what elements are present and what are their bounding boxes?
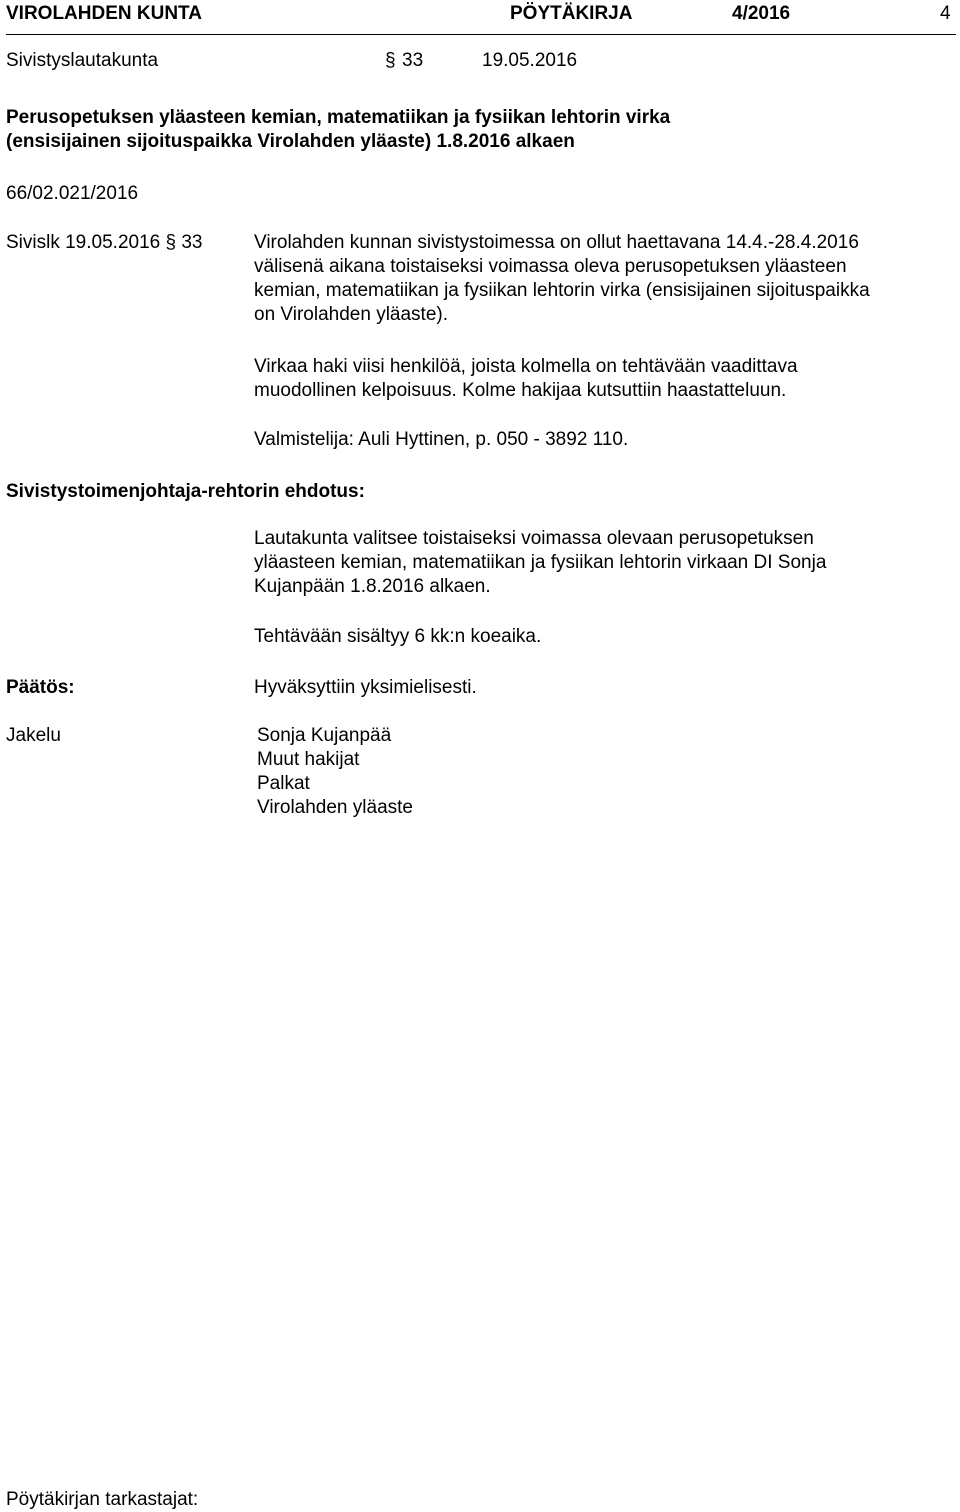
municipality-name: VIROLAHDEN KUNTA (6, 3, 202, 24)
meeting-date: 19.05.2016 (482, 50, 578, 71)
distribution-recipient: Palkat (257, 773, 310, 794)
intro-line: on Virolahden yläaste). (254, 304, 448, 325)
applicants-line: muodollinen kelpoisuus. Kolme hakijaa kutsuttiin haastatteluun. (254, 380, 787, 401)
distribution-recipient: Sonja Kujanpää (257, 725, 392, 746)
intro-line: välisenä aikana toistaiseksi voimassa oleva perusopetuksen yläasteen (254, 256, 847, 277)
meeting-body: Sivistyslautakunta (6, 50, 159, 71)
page-title (6, 106, 670, 154)
intro-paragraph (254, 231, 944, 327)
proposal-line: yläasteen kemian, matematiikan ja fysiikan lehtorin virkaan DI Sonja (254, 552, 827, 573)
reference-section-symbol: § (165, 232, 177, 253)
applicants-paragraph (254, 355, 944, 403)
section-number: 33 (402, 50, 424, 71)
intro-line: kemian, matematiikan ja fysiikan lehtorin virka (ensisijainen sijoituspaikka (254, 280, 870, 301)
distribution-recipient: Muut hakijat (257, 749, 360, 770)
proposal-label: Sivistystoimenjohtaja-rehtorin ehdotus: (6, 481, 365, 502)
applicants-line: Virkaa haki viisi henkilöä, joista kolmella on tehtävään vaadittava (254, 356, 798, 377)
proposal-paragraph (254, 527, 944, 599)
reference-section-number: 33 (181, 232, 203, 253)
proposal-line: Lautakunta valitsee toistaiseksi voimassa olevaan perusopetuksen (254, 528, 814, 549)
decision-label: Päätös: (6, 677, 75, 698)
intro-line: Virolahden kunnan sivistystoimessa on ollut haettavana 14.4.-28.4.2016 (254, 232, 859, 253)
decision-text: Hyväksyttiin yksimielisesti. (254, 677, 477, 698)
title-line-1: Perusopetuksen yläasteen kemian, matematiikan ja fysiikan lehtorin virka (6, 107, 671, 128)
reference (6, 231, 203, 255)
distribution-label: Jakelu (6, 725, 61, 746)
proposal-line: Kujanpään 1.8.2016 alkaen. (254, 576, 491, 597)
document-type: PÖYTÄKIRJA (510, 3, 633, 24)
probation-line: Tehtävään sisältyy 6 kk:n koeaika. (254, 626, 542, 647)
section-symbol: § (385, 50, 396, 71)
distribution-recipient: Virolahden yläaste (257, 797, 413, 818)
record-number: 66/02.021/2016 (6, 183, 139, 204)
header-divider (6, 34, 956, 35)
footer-reviewers-label: Pöytäkirjan tarkastajat: (6, 1489, 199, 1510)
page-number: 4 (940, 3, 951, 24)
reference-label: Sivislk 19.05.2016 (6, 232, 161, 253)
preparer-line: Valmistelija: Auli Hyttinen, p. 050 - 3892 110. (254, 429, 629, 450)
title-line-2: (ensisijainen sijoituspaikka Virolahden yläaste) 1.8.2016 alkaen (6, 131, 575, 152)
document-number: 4/2016 (732, 3, 791, 24)
distribution-list (257, 724, 413, 820)
